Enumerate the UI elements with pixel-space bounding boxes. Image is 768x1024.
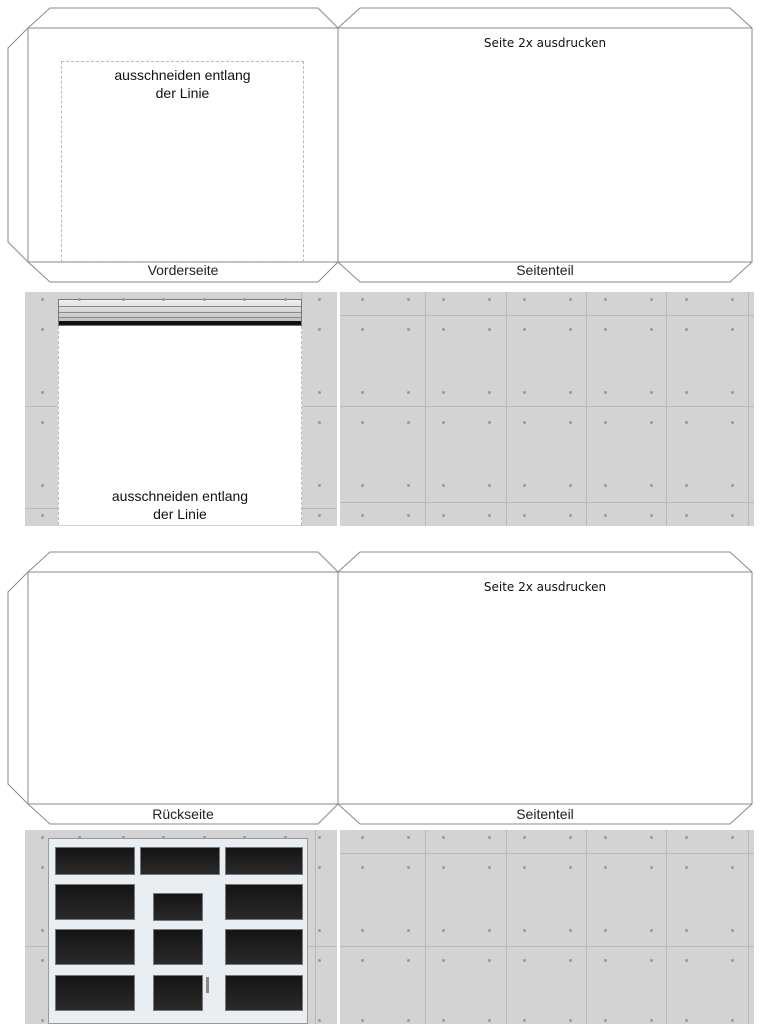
anchor-dot bbox=[122, 298, 125, 301]
anchor-dot bbox=[361, 514, 364, 517]
anchor-dot bbox=[41, 836, 44, 839]
front-label: Vorderseite bbox=[147, 262, 219, 278]
anchor-dot bbox=[650, 866, 653, 869]
anchor-dot bbox=[407, 836, 410, 839]
anchor-dot bbox=[318, 866, 321, 869]
anchor-dot bbox=[361, 421, 364, 424]
anchor-dot bbox=[523, 421, 526, 424]
anchor-dot bbox=[523, 391, 526, 394]
print-note-2: Seite 2x ausdrucken bbox=[483, 580, 607, 594]
side-label-2: Seitenteil bbox=[516, 806, 574, 822]
anchor-dot bbox=[685, 929, 688, 932]
anchor-dot bbox=[361, 866, 364, 869]
anchor-dot bbox=[41, 298, 44, 301]
anchor-dot bbox=[685, 484, 688, 487]
anchor-dot bbox=[488, 514, 491, 517]
anchor-dot bbox=[685, 421, 688, 424]
anchor-dot bbox=[523, 866, 526, 869]
anchor-dot bbox=[650, 836, 653, 839]
anchor-dot bbox=[604, 328, 607, 331]
anchor-dot bbox=[78, 836, 81, 839]
anchor-dot bbox=[650, 484, 653, 487]
anchor-dot bbox=[488, 421, 491, 424]
anchor-dot bbox=[361, 328, 364, 331]
anchor-dot bbox=[488, 484, 491, 487]
anchor-dot bbox=[523, 836, 526, 839]
anchor-dot bbox=[731, 514, 734, 517]
anchor-dot bbox=[523, 1019, 526, 1022]
anchor-dot bbox=[442, 866, 445, 869]
anchor-dot bbox=[442, 929, 445, 932]
concrete-wall-side-2 bbox=[340, 830, 754, 1024]
anchor-dot bbox=[442, 514, 445, 517]
anchor-dot bbox=[442, 421, 445, 424]
anchor-dot bbox=[569, 391, 572, 394]
anchor-dot bbox=[41, 484, 44, 487]
side-label-1: Seitenteil bbox=[516, 262, 574, 278]
anchor-dot bbox=[569, 929, 572, 932]
anchor-dot bbox=[407, 1019, 410, 1022]
anchor-dot bbox=[243, 836, 246, 839]
anchor-dot bbox=[569, 328, 572, 331]
anchor-dot bbox=[284, 836, 287, 839]
anchor-dot bbox=[407, 959, 410, 962]
anchor-dot bbox=[284, 298, 287, 301]
anchor-dot bbox=[407, 514, 410, 517]
anchor-dot bbox=[318, 929, 321, 932]
anchor-dot bbox=[523, 328, 526, 331]
anchor-dot bbox=[685, 298, 688, 301]
concrete-wall-side bbox=[340, 292, 754, 526]
anchor-dot bbox=[731, 959, 734, 962]
anchor-dot bbox=[41, 421, 44, 424]
anchor-dot bbox=[203, 298, 206, 301]
anchor-dot bbox=[162, 836, 165, 839]
anchor-dot bbox=[361, 836, 364, 839]
anchor-dot bbox=[650, 959, 653, 962]
anchor-dot bbox=[41, 328, 44, 331]
anchor-dot bbox=[361, 298, 364, 301]
anchor-dot bbox=[731, 929, 734, 932]
anchor-dot bbox=[361, 929, 364, 932]
anchor-dot bbox=[243, 298, 246, 301]
anchor-dot bbox=[203, 836, 206, 839]
anchor-dot bbox=[407, 929, 410, 932]
anchor-dot bbox=[488, 1019, 491, 1022]
anchor-dot bbox=[569, 866, 572, 869]
anchor-dot bbox=[650, 1019, 653, 1022]
anchor-dot bbox=[318, 391, 321, 394]
anchor-dot bbox=[407, 298, 410, 301]
anchor-dot bbox=[41, 929, 44, 932]
anchor-dot bbox=[488, 866, 491, 869]
anchor-dot bbox=[523, 929, 526, 932]
anchor-dot bbox=[604, 959, 607, 962]
anchor-dot bbox=[731, 836, 734, 839]
anchor-dot bbox=[731, 328, 734, 331]
anchor-dot bbox=[442, 836, 445, 839]
anchor-dot bbox=[604, 929, 607, 932]
anchor-dot bbox=[407, 866, 410, 869]
anchor-dot bbox=[523, 298, 526, 301]
anchor-dot bbox=[685, 959, 688, 962]
anchor-dot bbox=[122, 836, 125, 839]
anchor-dot bbox=[488, 929, 491, 932]
anchor-dot bbox=[650, 514, 653, 517]
anchor-dot bbox=[604, 421, 607, 424]
anchor-dot bbox=[41, 1019, 44, 1022]
anchor-dot bbox=[650, 391, 653, 394]
anchor-dot bbox=[442, 959, 445, 962]
anchor-dot bbox=[41, 391, 44, 394]
anchor-dot bbox=[685, 1019, 688, 1022]
anchor-dot bbox=[361, 1019, 364, 1022]
anchor-dot bbox=[604, 298, 607, 301]
anchor-dot bbox=[442, 298, 445, 301]
anchor-dot bbox=[488, 836, 491, 839]
anchor-dot bbox=[318, 959, 321, 962]
anchor-dot bbox=[569, 1019, 572, 1022]
anchor-dot bbox=[569, 514, 572, 517]
anchor-dot bbox=[318, 328, 321, 331]
anchor-dot bbox=[442, 1019, 445, 1022]
anchor-dot bbox=[361, 959, 364, 962]
anchor-dot bbox=[488, 298, 491, 301]
anchor-dot bbox=[604, 836, 607, 839]
anchor-dot bbox=[407, 328, 410, 331]
anchor-dot bbox=[685, 391, 688, 394]
anchor-dot bbox=[731, 421, 734, 424]
anchor-dot bbox=[604, 484, 607, 487]
anchor-dot bbox=[318, 421, 321, 424]
anchor-dot bbox=[407, 421, 410, 424]
back-panel-outline bbox=[8, 552, 338, 824]
anchor-dot bbox=[569, 959, 572, 962]
anchor-dot bbox=[604, 514, 607, 517]
anchor-dot bbox=[685, 514, 688, 517]
back-label: Rückseite bbox=[152, 806, 214, 822]
anchor-dot bbox=[318, 484, 321, 487]
anchor-dot bbox=[523, 514, 526, 517]
anchor-dot bbox=[41, 959, 44, 962]
anchor-dot bbox=[162, 298, 165, 301]
anchor-dot bbox=[604, 866, 607, 869]
anchor-dot bbox=[488, 391, 491, 394]
cut-instruction-top: ausschneiden entlang der Linie bbox=[114, 67, 251, 101]
anchor-dot bbox=[488, 328, 491, 331]
anchor-dot bbox=[569, 298, 572, 301]
anchor-dot bbox=[569, 836, 572, 839]
anchor-dot bbox=[604, 1019, 607, 1022]
anchor-dot bbox=[488, 959, 491, 962]
anchor-dot bbox=[650, 328, 653, 331]
anchor-dot bbox=[361, 391, 364, 394]
anchor-dot bbox=[523, 484, 526, 487]
anchor-dot bbox=[442, 328, 445, 331]
anchor-dot bbox=[731, 866, 734, 869]
anchor-dot bbox=[407, 484, 410, 487]
anchor-dot bbox=[41, 866, 44, 869]
anchor-dot bbox=[731, 484, 734, 487]
anchor-dot bbox=[650, 421, 653, 424]
anchor-dot bbox=[685, 866, 688, 869]
print-note-1: Seite 2x ausdrucken bbox=[483, 36, 607, 50]
glazed-door-facade bbox=[48, 838, 308, 1024]
anchor-dot bbox=[731, 298, 734, 301]
anchor-dot bbox=[78, 298, 81, 301]
anchor-dot bbox=[318, 298, 321, 301]
anchor-dot bbox=[731, 391, 734, 394]
anchor-dot bbox=[604, 391, 607, 394]
anchor-dot bbox=[685, 328, 688, 331]
door-handle bbox=[206, 977, 209, 993]
anchor-dot bbox=[731, 1019, 734, 1022]
anchor-dot bbox=[523, 959, 526, 962]
anchor-dot bbox=[361, 484, 364, 487]
cut-instruction-bottom: ausschneiden entlang der Linie bbox=[111, 488, 249, 522]
anchor-dot bbox=[407, 391, 410, 394]
anchor-dot bbox=[650, 929, 653, 932]
anchor-dot bbox=[318, 1019, 321, 1022]
anchor-dot bbox=[569, 421, 572, 424]
anchor-dot bbox=[442, 391, 445, 394]
anchor-dot bbox=[650, 298, 653, 301]
anchor-dot bbox=[685, 836, 688, 839]
anchor-dot bbox=[318, 514, 321, 517]
anchor-dot bbox=[318, 836, 321, 839]
anchor-dot bbox=[442, 484, 445, 487]
anchor-dot bbox=[569, 484, 572, 487]
anchor-dot bbox=[41, 514, 44, 517]
roller-shutter bbox=[58, 299, 302, 326]
